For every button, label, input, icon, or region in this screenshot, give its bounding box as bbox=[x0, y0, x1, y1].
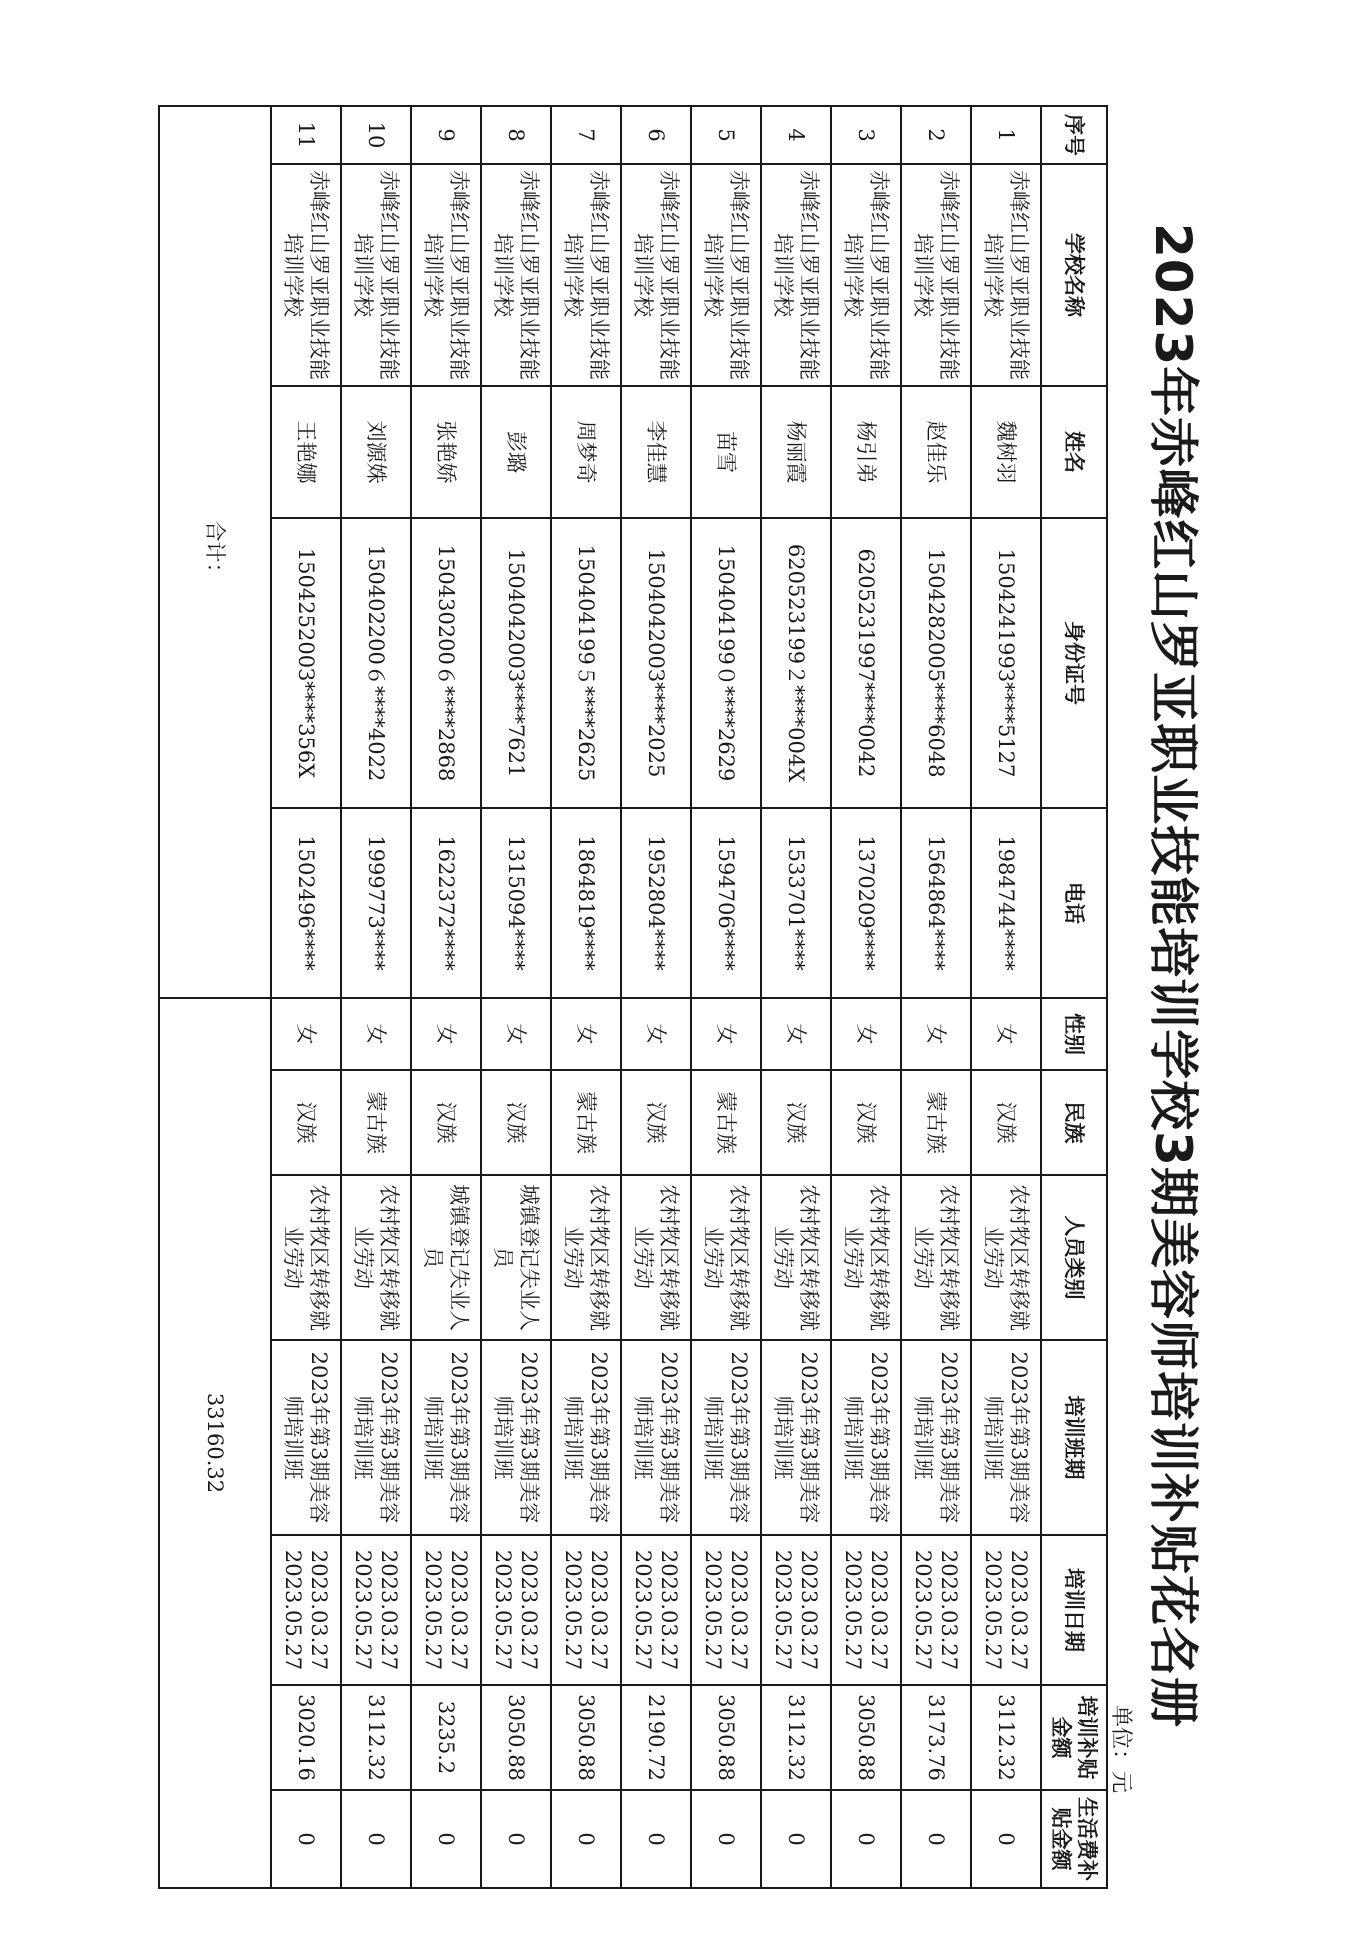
cell-name: 苗雪 bbox=[691, 386, 761, 518]
cell-gender: 女 bbox=[551, 998, 621, 1070]
cell-class: 2023年第3期美容师培训班 bbox=[551, 1340, 621, 1535]
roster-table bbox=[158, 105, 1108, 1889]
cell-date: 2023.03.27 2023.05.27 bbox=[551, 1535, 621, 1685]
cell-id: 150404200З****7621 bbox=[481, 518, 551, 808]
header-living: 生活费补贴金额 bbox=[1041, 1790, 1107, 1888]
cell-class: 2023年第3期美容师培训班 bbox=[621, 1340, 691, 1535]
cell-subsidy: 3235.2 bbox=[411, 1685, 481, 1790]
cell-subsidy: 3050.88 bbox=[481, 1685, 551, 1790]
cell-gender: 女 bbox=[831, 998, 901, 1070]
header-class: 培训班期 bbox=[1041, 1340, 1107, 1535]
cell-phone: 1564864**** bbox=[901, 808, 971, 998]
cell-id: 150402200６****4022 bbox=[341, 518, 411, 808]
cell-phone: 1622372**** bbox=[411, 808, 481, 998]
cell-ethnicity: 汉族 bbox=[481, 1070, 551, 1175]
cell-ethnicity: 汉族 bbox=[761, 1070, 831, 1175]
cell-school: 赤峰红山罗亚职业技能培训学校 bbox=[551, 164, 621, 386]
table-row bbox=[621, 106, 691, 1888]
cell-category: 农村牧区转移就业劳动 bbox=[831, 1175, 901, 1340]
cell-living: 0 bbox=[831, 1790, 901, 1888]
cell-name: 赵佳乐 bbox=[901, 386, 971, 518]
cell-ethnicity: 汉族 bbox=[831, 1070, 901, 1175]
cell-date: 2023.03.27 2023.05.27 bbox=[341, 1535, 411, 1685]
cell-living: 0 bbox=[411, 1790, 481, 1888]
cell-category: 农村牧区转移就业劳动 bbox=[901, 1175, 971, 1340]
cell-gender: 女 bbox=[411, 998, 481, 1070]
total-label: 合计： bbox=[159, 106, 271, 998]
header-school: 学校名称 bbox=[1041, 164, 1107, 386]
cell-gender: 女 bbox=[971, 998, 1041, 1070]
cell-class: 2023年第3期美容师培训班 bbox=[901, 1340, 971, 1535]
header-row bbox=[1041, 106, 1107, 1888]
cell-name: 张艳娇 bbox=[411, 386, 481, 518]
table-row bbox=[341, 106, 411, 1888]
cell-ethnicity: 蒙古族 bbox=[341, 1070, 411, 1175]
cell-school: 赤峰红山罗亚职业技能培训学校 bbox=[761, 164, 831, 386]
cell-phone: 1502496**** bbox=[271, 808, 341, 998]
cell-subsidy: 3112.32 bbox=[971, 1685, 1041, 1790]
cell-date: 2023.03.27 2023.05.27 bbox=[271, 1535, 341, 1685]
cell-school: 赤峰红山罗亚职业技能培训学校 bbox=[411, 164, 481, 386]
cell-ethnicity: 汉族 bbox=[411, 1070, 481, 1175]
document-title: 2023年赤峰红山罗亚职业技能培训学校3期美容师培训补贴花名册 bbox=[1144, 223, 1202, 1728]
cell-ethnicity: 蒙古族 bbox=[551, 1070, 621, 1175]
header-date: 培训日期 bbox=[1041, 1535, 1107, 1685]
header-gender: 性别 bbox=[1041, 998, 1107, 1070]
cell-index: 10 bbox=[341, 106, 411, 164]
cell-ethnicity: 蒙古族 bbox=[691, 1070, 761, 1175]
unit-label: 单位：元 bbox=[1108, 1705, 1133, 1794]
cell-subsidy: 3112.32 bbox=[761, 1685, 831, 1790]
cell-phone: 1984744**** bbox=[971, 808, 1041, 998]
cell-index: 3 bbox=[831, 106, 901, 164]
cell-ethnicity: 汉族 bbox=[971, 1070, 1041, 1175]
cell-id: 150424199З****5127 bbox=[971, 518, 1041, 808]
cell-gender: 女 bbox=[271, 998, 341, 1070]
table-row bbox=[411, 106, 481, 1888]
cell-gender: 女 bbox=[691, 998, 761, 1070]
cell-gender: 女 bbox=[621, 998, 691, 1070]
cell-subsidy: 3020.16 bbox=[271, 1685, 341, 1790]
table-row bbox=[691, 106, 761, 1888]
cell-index: 8 bbox=[481, 106, 551, 164]
cell-school: 赤峰红山罗亚职业技能培训学校 bbox=[621, 164, 691, 386]
cell-date: 2023.03.27 2023.05.27 bbox=[621, 1535, 691, 1685]
cell-ethnicity: 汉族 bbox=[621, 1070, 691, 1175]
cell-index: 11 bbox=[271, 106, 341, 164]
cell-category: 农村牧区转移就业劳动 bbox=[691, 1175, 761, 1340]
cell-category: 城镇登记失业人员 bbox=[481, 1175, 551, 1340]
total-amount: 33160.32 bbox=[159, 998, 271, 1888]
cell-id: 150404200З****2025 bbox=[621, 518, 691, 808]
cell-living: 0 bbox=[691, 1790, 761, 1888]
cell-phone: 1370209**** bbox=[831, 808, 901, 998]
cell-gender: 女 bbox=[901, 998, 971, 1070]
cell-class: 2023年第3期美容师培训班 bbox=[271, 1340, 341, 1535]
cell-date: 2023.03.27 2023.05.27 bbox=[481, 1535, 551, 1685]
cell-index: 9 bbox=[411, 106, 481, 164]
cell-subsidy: 3050.88 bbox=[551, 1685, 621, 1790]
cell-name: 刘源姝 bbox=[341, 386, 411, 518]
cell-id: 6205231997****0042 bbox=[831, 518, 901, 808]
cell-ethnicity: 汉族 bbox=[271, 1070, 341, 1175]
cell-index: 1 bbox=[971, 106, 1041, 164]
header-phone: 电话 bbox=[1041, 808, 1107, 998]
table-row bbox=[761, 106, 831, 1888]
total-row bbox=[159, 106, 271, 1888]
header-index: 序号 bbox=[1041, 106, 1107, 164]
cell-phone: 1315094**** bbox=[481, 808, 551, 998]
cell-id: 620523199２****004X bbox=[761, 518, 831, 808]
cell-class: 2023年第3期美容师培训班 bbox=[341, 1340, 411, 1535]
cell-living: 0 bbox=[901, 1790, 971, 1888]
cell-phone: 1533701**** bbox=[761, 808, 831, 998]
cell-date: 2023.03.27 2023.05.27 bbox=[901, 1535, 971, 1685]
header-category: 人员类别 bbox=[1041, 1175, 1107, 1340]
cell-gender: 女 bbox=[761, 998, 831, 1070]
cell-category: 农村牧区转移就业劳动 bbox=[271, 1175, 341, 1340]
cell-subsidy: 3050.88 bbox=[831, 1685, 901, 1790]
cell-phone: 1999773**** bbox=[341, 808, 411, 998]
cell-living: 0 bbox=[271, 1790, 341, 1888]
cell-date: 2023.03.27 2023.05.27 bbox=[971, 1535, 1041, 1685]
cell-name: 周梦奇 bbox=[551, 386, 621, 518]
cell-subsidy: 3173.76 bbox=[901, 1685, 971, 1790]
cell-category: 农村牧区转移就业劳动 bbox=[551, 1175, 621, 1340]
cell-ethnicity: 蒙古族 bbox=[901, 1070, 971, 1175]
cell-phone: 1594706**** bbox=[691, 808, 761, 998]
cell-category: 城镇登记失业人员 bbox=[411, 1175, 481, 1340]
cell-gender: 女 bbox=[481, 998, 551, 1070]
table-row bbox=[831, 106, 901, 1888]
cell-gender: 女 bbox=[341, 998, 411, 1070]
cell-school: 赤峰红山罗亚职业技能培训学校 bbox=[341, 164, 411, 386]
cell-index: 6 bbox=[621, 106, 691, 164]
cell-name: 王艳娜 bbox=[271, 386, 341, 518]
cell-school: 赤峰红山罗亚职业技能培训学校 bbox=[831, 164, 901, 386]
cell-name: 彭璐 bbox=[481, 386, 551, 518]
cell-subsidy: 3050.88 bbox=[691, 1685, 761, 1790]
cell-living: 0 bbox=[481, 1790, 551, 1888]
cell-subsidy: 2190.72 bbox=[621, 1685, 691, 1790]
cell-living: 0 bbox=[621, 1790, 691, 1888]
roster-body bbox=[159, 106, 1041, 1888]
cell-living: 0 bbox=[971, 1790, 1041, 1888]
cell-date: 2023.03.27 2023.05.27 bbox=[831, 1535, 901, 1685]
cell-name: 杨丽霞 bbox=[761, 386, 831, 518]
cell-class: 2023年第3期美容师培训班 bbox=[831, 1340, 901, 1535]
cell-category: 农村牧区转移就业劳动 bbox=[341, 1175, 411, 1340]
cell-school: 赤峰红山罗亚职业技能培训学校 bbox=[271, 164, 341, 386]
cell-index: 4 bbox=[761, 106, 831, 164]
cell-living: 0 bbox=[761, 1790, 831, 1888]
cell-id: 150430200６****2868 bbox=[411, 518, 481, 808]
cell-id: 1504282005****6048 bbox=[901, 518, 971, 808]
cell-school: 赤峰红山罗亚职业技能培训学校 bbox=[691, 164, 761, 386]
cell-class: 2023年第3期美容师培训班 bbox=[761, 1340, 831, 1535]
cell-category: 农村牧区转移就业劳动 bbox=[761, 1175, 831, 1340]
cell-school: 赤峰红山罗亚职业技能培训学校 bbox=[901, 164, 971, 386]
cell-living: 0 bbox=[551, 1790, 621, 1888]
cell-class: 2023年第3期美容师培训班 bbox=[971, 1340, 1041, 1535]
cell-date: 2023.03.27 2023.05.27 bbox=[691, 1535, 761, 1685]
header-id: 身份证号 bbox=[1041, 518, 1107, 808]
cell-id: 150425200З****356X bbox=[271, 518, 341, 808]
table-row bbox=[271, 106, 341, 1888]
cell-category: 农村牧区转移就业劳动 bbox=[971, 1175, 1041, 1340]
cell-date: 2023.03.27 2023.05.27 bbox=[761, 1535, 831, 1685]
cell-index: 5 bbox=[691, 106, 761, 164]
cell-class: 2023年第3期美容师培训班 bbox=[411, 1340, 481, 1535]
cell-name: 魏树羽 bbox=[971, 386, 1041, 518]
cell-school: 赤峰红山罗亚职业技能培训学校 bbox=[481, 164, 551, 386]
cell-school: 赤峰红山罗亚职业技能培训学校 bbox=[971, 164, 1041, 386]
table-row bbox=[901, 106, 971, 1888]
cell-name: 李佳慧 bbox=[621, 386, 691, 518]
cell-name: 杨引弟 bbox=[831, 386, 901, 518]
cell-id: 150404199０****2629 bbox=[691, 518, 761, 808]
cell-index: 2 bbox=[901, 106, 971, 164]
table-row bbox=[481, 106, 551, 1888]
cell-class: 2023年第3期美容师培训班 bbox=[481, 1340, 551, 1535]
cell-id: 150404199５****2625 bbox=[551, 518, 621, 808]
table-row bbox=[971, 106, 1041, 1888]
cell-date: 2023.03.27 2023.05.27 bbox=[411, 1535, 481, 1685]
cell-class: 2023年第3期美容师培训班 bbox=[691, 1340, 761, 1535]
cell-index: 7 bbox=[551, 106, 621, 164]
cell-phone: 1864819**** bbox=[551, 808, 621, 998]
table-row bbox=[551, 106, 621, 1888]
cell-subsidy: 3112.32 bbox=[341, 1685, 411, 1790]
header-name: 姓名 bbox=[1041, 386, 1107, 518]
cell-phone: 1952804**** bbox=[621, 808, 691, 998]
header-ethnicity: 民族 bbox=[1041, 1070, 1107, 1175]
cell-category: 农村牧区转移就业劳动 bbox=[621, 1175, 691, 1340]
header-subsidy: 培训补贴金额 bbox=[1041, 1685, 1107, 1790]
cell-living: 0 bbox=[341, 1790, 411, 1888]
